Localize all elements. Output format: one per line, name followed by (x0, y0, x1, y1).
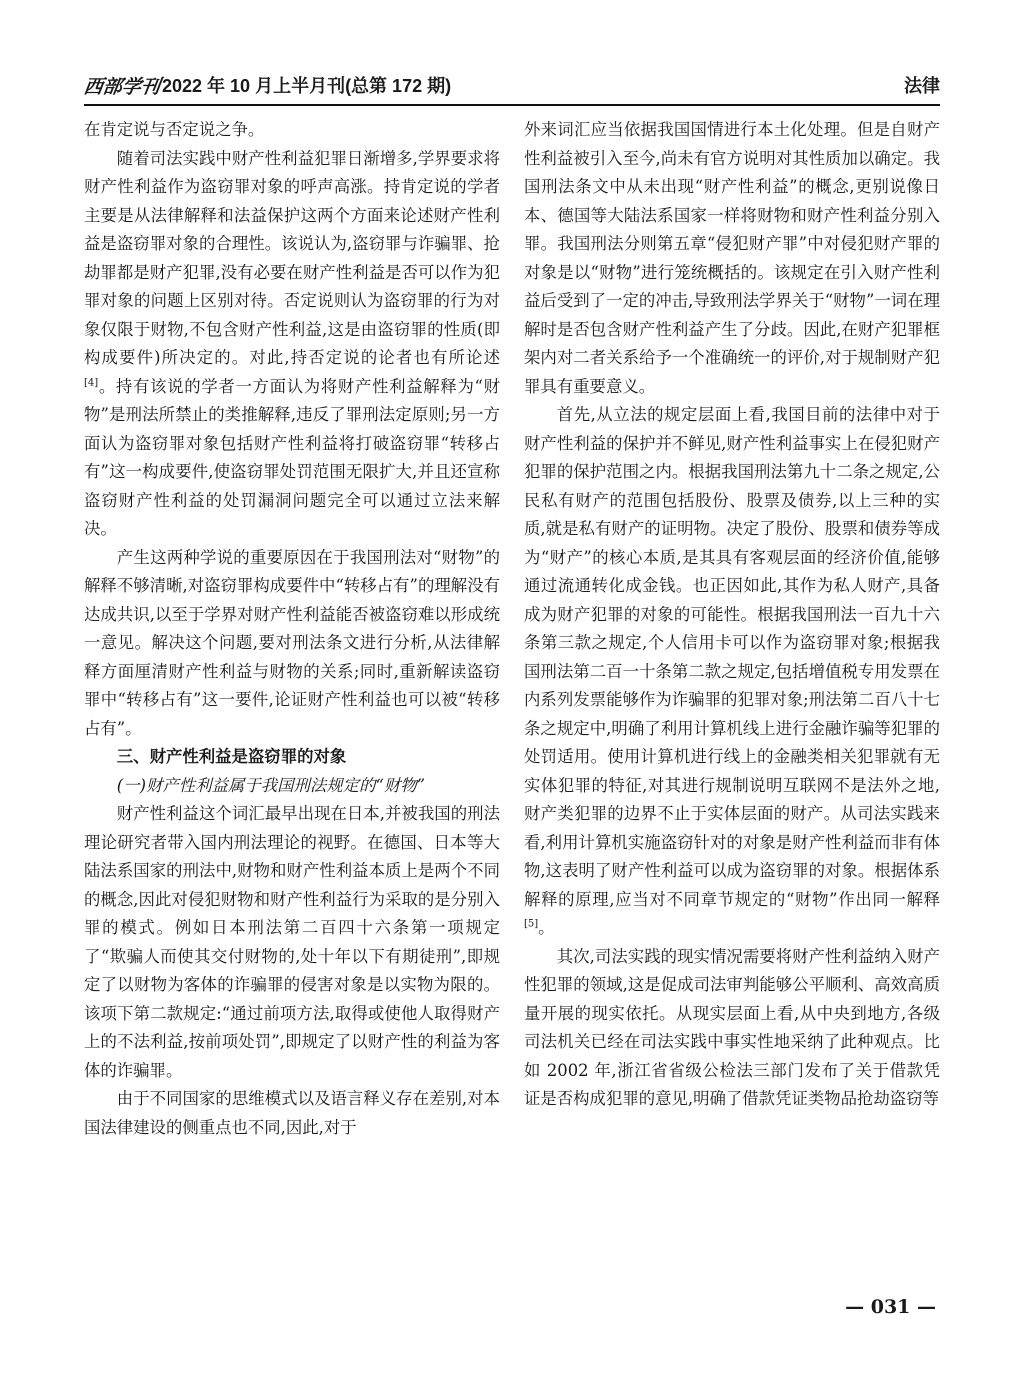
paragraph-text: 首先,从立法的规定层面上看,我国目前的法律中对于财产性利益的保护并不鲜见,财产性利益事实上在侵犯财产犯罪的保护范围之内。根据我国刑法第九十二条之规定,公民私有财产的范围包括股份、股票及债券,以上三种的实质,就是私有财产的证明物。决定了股份、股票和债券等成为“财产”的核心本质,是其具有客观层面的经济价值,能够通过流通转化成金钱。也正因如此,其作为私人财产,具备成为财产犯罪的对象的可能性。根据我国刑法一百九十六条第三款之规定,个人信用卡可以作为盗窃罪对象;根据我国刑法第二百一十条第二款之规定,包括增值税专用发票在内系列发票能够作为诈骗罪的犯罪对象;刑法第二百八十七条之规定中,明确了利用计算机线上进行金融诈骗等犯罪的处罚适用。使用计算机进行线上的金融类相关犯罪就有无实体犯罪的特征,对其进行规制说明互联网不是法外之地,财产类犯罪的边界不止于实体层面的财产。从司法实践来看,利用计算机实施盗窃针对的对象是财产性利益而非有体物,这表明了财产性利益可以成为盗窃罪的对象。根据体系解释的原理,应当对不同章节规定的“财物”作出同一解释 (524, 405, 940, 909)
paragraph (84, 145, 500, 544)
paragraph: 产生这两种学说的重要原因在于我国刑法对“财物”的解释不够清晰,对盗窃罪构成要件中“转移占有”的理解没有达成共识,以至于学界对财产性利益能否被盗窃难以形成统一意见。解决这个问题,要对刑法条文进行分析,从法律解释方面厘清财产性利益与财物的关系;同时,重新解读盗窃罪中“转移占有”这一要件,论证财产性利益也可以被“转移占有”。 (84, 547, 500, 738)
page-number: — 031 — (845, 1296, 936, 1318)
paragraph: 外来词汇应当依据我国国情进行本土化处理。但是自财产性利益被引入至今,尚未有官方说明对其性质加以确定。我国刑法条文中从未出现“财产性利益”的概念,更别说像日本、德国等大陆法系国家一样将财物和财产性利益分别入罪。我国刑法分则第五章“侵犯财产罪”中对侵犯财产罪的对象是以“财物”进行笼统概括的。该规定在引入财产性利益后受到了一定的冲击,导致刑法学界关于“财物”一词在理解时是否包含财产性利益产生了分歧。因此,在财产犯罪框架内对二者关系给予一个准确统一的评价,对于规制财产犯罪具有重要意义。 (524, 120, 940, 396)
paragraph-text: 。 (538, 918, 555, 937)
journal-logo: 西部学刊 (82, 76, 162, 98)
paragraph-text: 随着司法实践中财产性利益犯罪日渐增多,学界要求将财产性利益作为盗窃罪对象的呼声高涨。持肯定说的学者主要是从法律解释和法益保护这两个方面来论述财产性利益是盗窃罪对象的合理性。该说认为,盗窃罪与诈骗罪、抢劫罪都是财产犯罪,没有必要在财产性利益是否可以作为犯罪对象的问题上区别对待。否定说则认为盗窃罪的行为对象仅限于财物,不包含财产性利益,这是由盗窃罪的性质(即构成要件)所决定的。对此,持否定说的论者也有所论述 (84, 148, 500, 367)
paragraph: 财产性利益这个词汇最早出现在日本,并被我国的刑法理论研究者带入国内刑法理论的视野。在德国、日本等大陆法系国家的刑法中,财物和财产性利益本质上是两个不同的概念,因此对侵犯财物和财产性利益行为采取的是分别入罪的模式。例如日本刑法第二百四十六条第一项规定了“欺骗人而使其交付财物的,处十年以下有期徒刑”,即规定了以财物为客体的诈骗罪的侵害对象是以实物为限的。该项下第二款规定:“通过前项方法,取得或使他人取得财产上的不法利益,按前项处罚”,即规定了以财产性的利益为客体的诈骗罪。 (84, 804, 500, 1080)
subsection-heading: (一)财产性利益属于我国刑法规定的“财物” (116, 775, 425, 795)
citation-ref: [5] (524, 918, 539, 930)
running-header (84, 70, 940, 106)
citation-ref: [4] (84, 377, 99, 389)
paragraph: 在肯定说与否定说之争。 (84, 120, 265, 139)
paragraph-text: 。持有该说的学者一方面认为将财产性利益解释为“财物”是刑法所禁止的类推解释,违反了罪刑法定原则;另一方面认为盗窃罪对象包括财产性利益将打破盗窃罪“转移占有”这一构成要件,使盗窃罪处罚范围无限扩大,并且还宣称盗窃财产性利益的处罚漏洞问题完全可以通过立法来解决。 (84, 376, 500, 538)
paragraph: 由于不同国家的思维模式以及语言释义存在差别,对本国法律建设的侧重点也不同,因此,对于 (84, 1089, 500, 1137)
issue-label: 2022 年 10 月上半月刊(总第 172 期) (162, 76, 452, 96)
paragraph: 其次,司法实践的现实情况需要将财产性利益纳入财产性犯罪的领域,这是促成司法审判能够公平顺利、高效高质量开展的现实依托。从现实层面上看,从中央到地方,各级司法机关已经在司法实践中事实性地采纳了此种观点。比如 2002 年,浙江省省级公检法三部门发布了关于借款凭证是否构成犯罪的意见,明确了借款凭证类物品抢劫盗窃等 (524, 946, 940, 1108)
paragraph (524, 401, 940, 943)
right-column (524, 116, 940, 1114)
section-heading: 三、财产性利益是盗窃罪的对象 (116, 748, 347, 766)
section-label: 法律 (904, 76, 940, 96)
left-column (84, 116, 500, 1142)
